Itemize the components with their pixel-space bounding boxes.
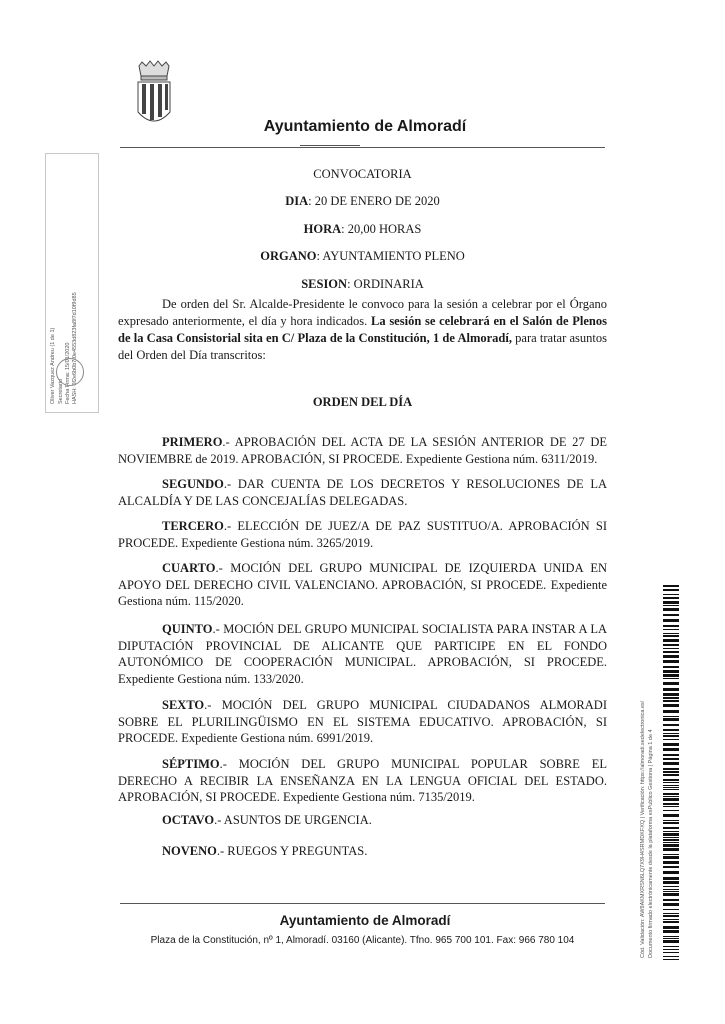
hora-line — [150, 222, 575, 237]
intro-paragraph — [118, 296, 607, 364]
intro-text-2: para tratar asuntos del Orden del Día transcritos: — [118, 331, 607, 362]
sesion-label: SESION — [301, 277, 348, 291]
agenda-item — [118, 756, 607, 806]
footer-divider — [120, 903, 605, 904]
convocatoria-label: CONVOCATORIA — [313, 167, 412, 181]
agenda-item-text: .- MOCIÓN DEL GRUPO MUNICIPAL POPULAR SOBRE EL DERECHO A RECIBIR LA ENSEÑANZA EN LA LENGUA OFICIAL DEL ESTADO. APROBACIÓN, SI PROCEDE. Expediente Gestiona núm. 7135/2019. — [118, 757, 607, 804]
agenda-item-label: SEGUNDO — [162, 477, 224, 491]
hora-value: : 20,00 HORAS — [341, 222, 422, 236]
header-title: Ayuntamiento de Almoradí — [263, 118, 467, 135]
agenda-item — [118, 697, 607, 747]
agenda-item-text: .- MOCIÓN DEL GRUPO MUNICIPAL SOCIALISTA PARA INSTAR A LA DIPUTACIÓN PROVINCIAL DE ALICANTE QUE PARTICIPE EN EL FONDO AUTONÓMICO DE COOPERACIÓN MUNICIPAL. APROBACIÓN, SI PROCEDE. Expediente Gestiona núm. 133/2020. — [118, 622, 607, 686]
agenda-item-label: SÉPTIMO — [162, 757, 220, 771]
intro-text-1: De orden del Sr. Alcalde-Presidente le convoco para la sesión a celebrar por el Órgano expresado anteriormente, el día y hora indicados. — [118, 297, 607, 328]
agenda-item-label: PRIMERO — [162, 435, 223, 449]
agenda-item-text: .- MOCIÓN DEL GRUPO MUNICIPAL DE IZQUIERDA UNIDA EN APOYO DEL DERECHO CIVIL VALENCIANO. APROBACIÓN, SI PROCEDE. Expediente Gestiona núm. 115/2020. — [118, 561, 607, 608]
signature-hash: HASH: 6f2e6b0b7f0e4553d823fa8f7d10f9d85 — [72, 292, 78, 404]
agenda-item-label: NOVENO — [162, 844, 217, 858]
seal-icon — [56, 358, 84, 386]
signature-role: Secretario — [58, 378, 64, 404]
agenda-item — [118, 518, 607, 551]
sesion-line — [150, 277, 575, 292]
agenda-item-label: TERCERO — [162, 519, 224, 533]
agenda-item — [118, 476, 607, 509]
signature-name: Oliver Vazquez Andreu (1 de 1) — [50, 327, 56, 404]
agenda-item — [118, 621, 607, 687]
hora-label: HORA — [303, 222, 342, 236]
agenda-item-text: .- RUEGOS Y PREGUNTAS. — [216, 844, 368, 858]
agenda-item-label: SEXTO — [162, 698, 205, 712]
organo-line — [150, 249, 575, 264]
agenda-item — [118, 434, 607, 467]
intro-bold: La sesión se celebrará en el Salón de Plenos de la Casa Consistorial sita en C/ Plaza de la Constitución, 1 de Almoradí, — [118, 314, 607, 345]
agenda-item-label: CUARTO — [162, 561, 216, 575]
csv-platform-line: Documento firmado electrónicamente desde la plataforma esPublico Gestiona | Página 1 de 4 — [648, 729, 654, 958]
barcode-icon — [663, 585, 679, 960]
organo-label: ORGANO — [260, 249, 317, 263]
signature-date: Fecha Firma: 15/01/2020 — [65, 342, 71, 404]
orden-del-dia-title: ORDEN DEL DÍA — [312, 395, 413, 409]
header-divider — [120, 147, 605, 148]
footer-title: Ayuntamiento de Almoradí — [279, 913, 451, 928]
dia-line — [150, 194, 575, 209]
dia-label: DIA — [285, 194, 309, 208]
agenda-item — [118, 812, 607, 829]
agenda-item-text: .- DAR CUENTA DE LOS DECRETOS Y RESOLUCIONES DE LA ALCALDÍA Y DE LAS CONCEJALÍAS DELEGADAS. — [118, 477, 607, 508]
agenda-item-label: QUINTO — [162, 622, 213, 636]
agenda-item — [118, 560, 607, 610]
agenda-item-text: .- ASUNTOS DE URGENCIA. — [214, 813, 372, 827]
dia-value: : 20 DE ENERO DE 2020 — [308, 194, 440, 208]
agenda-item-text: .- APROBACIÓN DEL ACTA DE LA SESIÓN ANTERIOR DE 27 DE NOVIEMBRE de 2019. APROBACIÓN, SI PROCEDE. Expediente Gestiona núm. 6311/2019. — [118, 435, 607, 466]
agenda-item-label: OCTAVO — [162, 813, 215, 827]
sesion-value: : ORDINARIA — [347, 277, 424, 291]
agenda-item-text: .- MOCIÓN DEL GRUPO MUNICIPAL CIUDADANOS ALMORADI SOBRE EL PLURILINGÜISMO EN EL SISTEMA EDUCATIVO. APROBACIÓN, SI PROCEDE. Expediente Gestiona núm. 6991/2019. — [118, 698, 607, 745]
csv-validation-line: Cód. Validación: AW9AKMXRSN6LQ7X9H4SRMDKFXQ | Verificación: https://almoradi.sedelectronica.es/ — [640, 700, 646, 958]
header-divider-accent — [300, 145, 360, 146]
agenda-item-text: .- ELECCIÓN DE JUEZ/A DE PAZ SUSTITUO/A. APROBACIÓN SI PROCEDE. Expediente Gestiona núm. 3265/2019. — [118, 519, 607, 550]
agenda-item — [118, 843, 607, 860]
organo-value: : AYUNTAMIENTO PLENO — [316, 249, 465, 263]
coat-of-arms-logo — [133, 60, 175, 130]
footer-address: Plaza de la Constitución, nº 1, Almoradí. 03160 (Alicante). Tfno. 965 700 101. Fax: 966 780 104 — [150, 935, 575, 946]
